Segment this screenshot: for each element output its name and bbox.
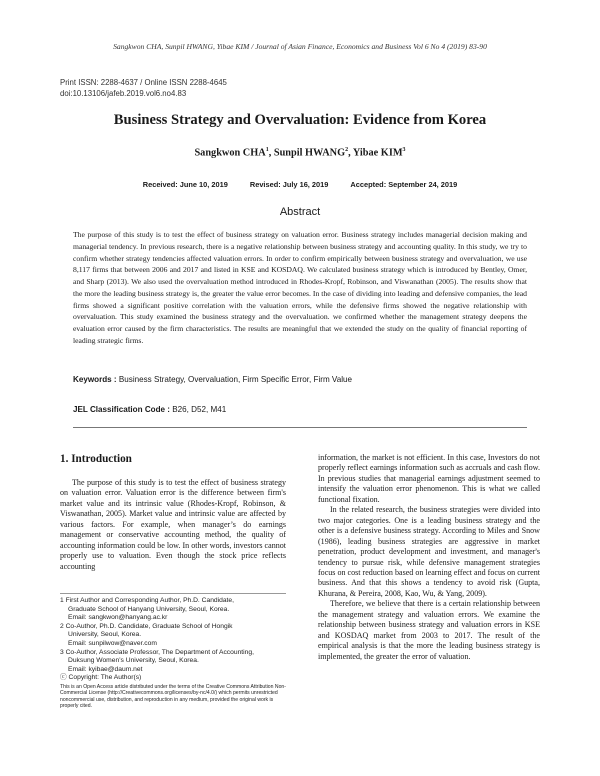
issn-block [60, 77, 227, 99]
author-separator: , [268, 147, 274, 159]
author-list [0, 147, 600, 158]
jel-label: JEL Classification Code : [73, 405, 170, 414]
author-affiliation-mark: 2 [345, 147, 349, 153]
revised-date: Revised: July 16, 2019 [249, 180, 329, 189]
paper-title: Business Strategy and Overvaluation: Evidence from Korea [113, 112, 487, 128]
keywords [73, 375, 533, 384]
footnote-line: Co-Author, Ph.D. Candidate, Graduate School of Hongik [65, 622, 233, 630]
footnote [60, 597, 290, 623]
keywords-label: Keywords : [73, 375, 117, 384]
doi-line: doi:10.13106/jafeb.2019.vol6.no4.83 [60, 89, 187, 98]
footnote-email: Email: sangkwon@hanyang.ac.kr [68, 614, 168, 622]
jel-code [73, 405, 533, 414]
author-name: Yibae KIM [352, 147, 403, 159]
footnotes [60, 597, 290, 709]
submission-dates [0, 180, 600, 189]
intro-paragraph: information, the market is not efficient. In this case, Investors do not properly reflect earnings information such as accruals and cash flow. In previous studies that managerial earnings adjustment seemed to intensify the valuation error phenomenon. This is what we called functional fixation. [318, 453, 540, 504]
accepted-date: Accepted: September 24, 2019 [350, 180, 458, 189]
intro-paragraph-left: The purpose of this study is to test the effect of business strategy on valuation error. Valuation error is the difference between firm's market value and its intrinsic value (Rhodes-Kropf, Robinson, & Viswanathan, 2005). Market value and intrinsic value are affected by various factors. For example, when manager’s do earnings management or conservative accounting method, the quality of accounting information could be low. In other words, investors cannot properly use to valuation. Even though the stock price reflects accounting [60, 478, 286, 571]
issn-line: Print ISSN: 2288-4637 / Online ISSN 2288-4645 [60, 78, 227, 87]
section-divider [73, 427, 527, 428]
abstract-text: The purpose of this study is to test the effect of business strategy on valuation error. Business strategy includes managerial decision making and managerial tendency. In previous research, there is a negative relationship between business strategy and accounting quality. In this study, we try to confirm whether strategy tendencies affected valuation errors. In order to confirm empirically between business strategy and overvaluation, we use 8,117 firms that between 2006 and 2017 and listed in KSE and KOSDAQ. We calculated business strategy which is introduced by Bentley, Omer, and Sharp (2013). We also used the overvaluation method introduced in Rhodes-Kropf, Robinson, and Viswanathan (2005). The results show that the more the leading business strategy is, the greater the value error becomes. In the case of dividing into leading and defensive companies, the lead firms showed a significant positive correlation with the valuation errors, while the defensive firms showed the negative relationship with overvaluation. This study examined the business strategy and the overvaluation. we confirmed whether the management strategy deepens the evaluation error caused by the firm characteristics. The results are meaningful that we extended the study on the quality of financial reporting of leading strategic firms. [73, 230, 527, 345]
jel-text: B26, D52, M41 [170, 405, 227, 414]
footnote-email: Email: sunpilwow@naver.com [68, 639, 157, 647]
footnote [60, 623, 290, 649]
footnote-email: Email: kyibae@daum.net [68, 665, 143, 673]
intro-column-right [318, 453, 540, 662]
footnote-divider [60, 593, 286, 594]
footnote-line: Co-Author, Associate Professor, The Department of Accounting, [65, 648, 254, 656]
abstract-heading: Abstract [279, 206, 321, 218]
footnote [60, 649, 290, 675]
author-affiliation-mark: 3 [402, 147, 406, 153]
author-separator: , [348, 147, 353, 159]
copyright-line: ⓒ Copyright: The Author(s) [60, 674, 142, 682]
footnote-number: 2 [60, 622, 64, 630]
footnote-number: 3 [60, 648, 64, 656]
section-heading: 1. Introduction [60, 453, 132, 465]
author-affiliation-mark: 1 [265, 147, 269, 153]
keywords-text: Business Strategy, Overvaluation, Firm Specific Error, Firm Value [116, 375, 353, 384]
intro-paragraph: In the related research, the business strategies were divided into two major categories. One is a leading business strategy and the other is a defensive business strategy. According to Miles and Snow (1986), leading business strategies are aggressive in market penetration, product development and investment, and manager's tendency to pursue risk, while defensive management strategies focus on cost reduction based on learning effect and focus on current business. And that this shows a tendency to avoid risk (Gupta, Khurana, & Pereira, 2008, Kao, Wu, & Yang, 2009). [318, 505, 540, 598]
license-text: This is an Open Access article distributed under the terms of the Creative Commons Attribution Non-Commercial License (http://Creativecommons.org/licenses/by-nc/4.0/) which permits unrestricted noncommercial use, distribution, and reproduction in any medium, provided the original work is properly cited. [60, 683, 286, 709]
footnote-line: University, Seoul, Korea. [68, 631, 142, 639]
footnote-number: 1 [60, 597, 64, 604]
intro-paragraph: Therefore, we believe that there is a certain relationship between the management strategy and valuation errors. We examine the relationship between business strategy and valuation errors in KSE and KOSDAQ market from 2003 to 2017. The result of the empirical analysis is that the more the leading business strategy is implemented, the greater the error of valuation. [318, 599, 540, 661]
running-head: Sangkwon CHA, Sunpil HWANG, Yibae KIM / Journal of Asian Finance, Economics and Business Vol 6 No 4 (2019) 83-90 [113, 42, 487, 51]
footnote-line: Graduate School of Hanyang University, Seoul, Korea. [68, 605, 230, 613]
author-name: Sangkwon CHA [194, 147, 266, 159]
author-name: Sunpil HWANG [273, 147, 346, 159]
received-date: Received: June 10, 2019 [142, 180, 228, 189]
footnote-line: Duksung Women’s University, Seoul, Korea. [68, 657, 199, 665]
footnote-line: First Author and Corresponding Author, Ph.D. Candidate, [65, 597, 234, 604]
